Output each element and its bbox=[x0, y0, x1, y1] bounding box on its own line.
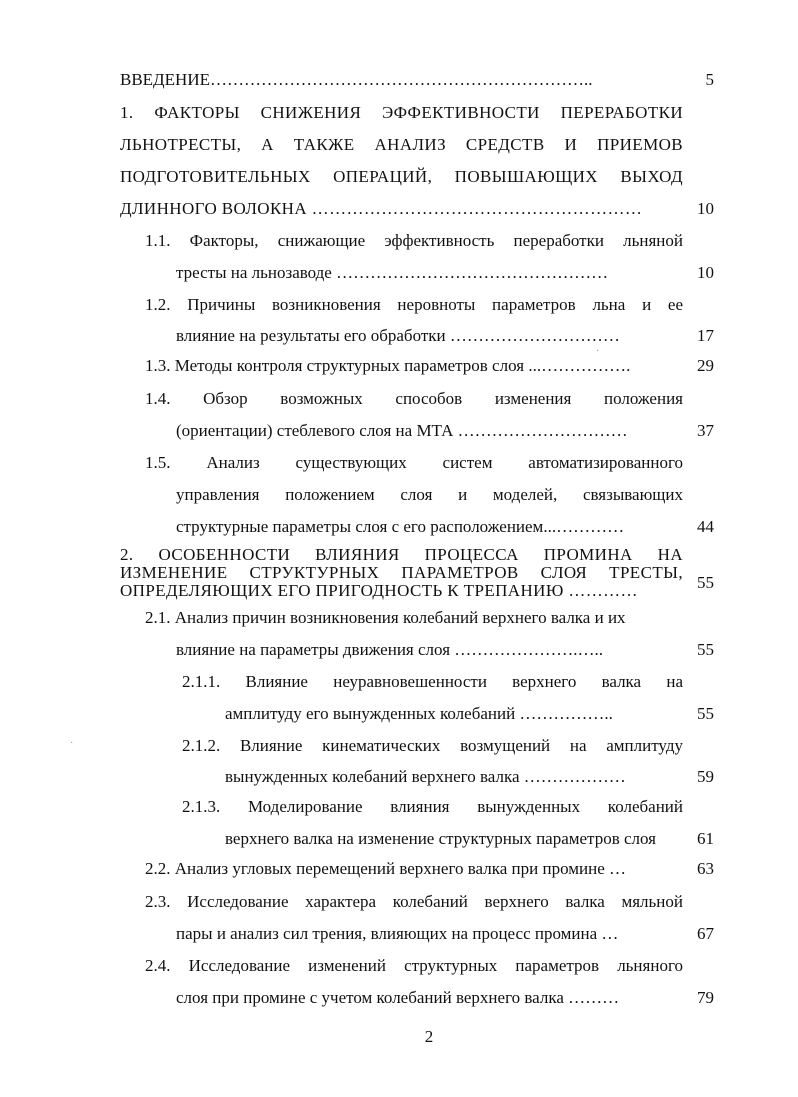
toc-s1-5-page: 44 bbox=[697, 517, 714, 536]
toc-s2-1-1-line2[interactable]: амплитуду его вынужденных колебаний …………….. bbox=[225, 704, 613, 723]
toc-intro[interactable]: ВВЕДЕНИЕ………………………………………………………….. bbox=[120, 70, 593, 89]
toc-s1-4-page: 37 bbox=[697, 421, 714, 440]
toc-s1-5-line1[interactable]: 1.5. Анализ существующих систем автоматизированного bbox=[145, 453, 683, 472]
toc-s2-1-2-line1[interactable]: 2.1.2. Влияние кинематических возмущений на амплитуду bbox=[182, 736, 683, 755]
toc-intro-page: 5 bbox=[705, 70, 714, 89]
toc-s1-2-line1[interactable]: 1.2. Причины возникновения неровноты параметров льна и ее bbox=[145, 295, 683, 314]
toc-ch1-line1[interactable]: 1. ФАКТОРЫ СНИЖЕНИЯ ЭФФЕКТИВНОСТИ ПЕРЕРАБОТКИ bbox=[120, 103, 683, 122]
toc-s2-1-line1[interactable]: 2.1. Анализ причин возникновения колебаний верхнего валка и их bbox=[145, 608, 626, 627]
toc-s2-2-page: 63 bbox=[697, 859, 714, 878]
toc-ch2-line1[interactable]: 2. ОСОБЕННОСТИ ВЛИЯНИЯ ПРОЦЕССА ПРОМИНА НА bbox=[120, 546, 683, 564]
toc-s2-3-line1[interactable]: 2.3. Исследование характера колебаний верхнего валка мяльной bbox=[145, 892, 683, 911]
toc-ch1-line4[interactable]: ДЛИННОГО ВОЛОКНА ………………………………………………… bbox=[120, 199, 643, 218]
toc-s2-3-page: 67 bbox=[697, 924, 714, 943]
page-number: 2 bbox=[424, 1027, 434, 1046]
toc-s1-2-line2[interactable]: влияние на результаты его обработки ………………………… bbox=[176, 326, 620, 345]
toc-s1-4-line2[interactable]: (ориентации) стеблевого слоя на МТА ………………………… bbox=[176, 421, 628, 440]
toc-s1-3-line1[interactable]: 1.3. Методы контроля структурных параметров слоя ...……………. bbox=[145, 356, 631, 375]
toc-s2-1-2-page: 59 bbox=[697, 767, 714, 786]
toc-s1-2-page: 17 bbox=[697, 326, 714, 345]
toc-s1-3-page: 29 bbox=[697, 356, 714, 375]
toc-ch2-line2[interactable]: ИЗМЕНЕНИЕ СТРУКТУРНЫХ ПАРАМЕТРОВ СЛОЯ ТРЕСТЫ, bbox=[120, 564, 683, 582]
toc-s2-1-1-page: 55 bbox=[697, 704, 714, 723]
toc-s2-3-line2[interactable]: пары и анализ сил трения, влияющих на процесс промина … bbox=[176, 924, 619, 943]
toc-s2-4-page: 79 bbox=[697, 988, 714, 1007]
scan-speck: · bbox=[70, 738, 74, 749]
toc-s2-4-line1[interactable]: 2.4. Исследование изменений структурных параметров льняного bbox=[145, 956, 683, 975]
scan-speck: · bbox=[596, 346, 600, 357]
toc-s1-1-line2[interactable]: тресты на льнозаводе ………………………………………… bbox=[176, 263, 609, 282]
toc-ch1-line2[interactable]: ЛЬНОТРЕСТЫ, А ТАКЖЕ АНАЛИЗ СРЕДСТВ И ПРИЕМОВ bbox=[120, 135, 683, 154]
toc-ch2-line3[interactable]: ОПРЕДЕЛЯЮЩИХ ЕГО ПРИГОДНОСТЬ К ТРЕПАНИЮ ………… bbox=[120, 581, 638, 600]
toc-s2-1-1-line1[interactable]: 2.1.1. Влияние неуравновешенности верхнего валка на bbox=[182, 672, 683, 691]
toc-s2-1-3-line2[interactable]: верхнего валка на изменение структурных параметров слоя bbox=[225, 829, 656, 848]
toc-s2-1-2-line2[interactable]: вынужденных колебаний верхнего валка ……………… bbox=[225, 767, 626, 786]
toc-s2-1-line2[interactable]: влияние на параметры движения слоя ………………….….. bbox=[176, 640, 604, 659]
toc-s2-4-line2[interactable]: слоя при промине с учетом колебаний верхнего валка ……… bbox=[176, 988, 620, 1007]
toc-s2-1-page: 55 bbox=[697, 640, 714, 659]
toc-s2-2-line1[interactable]: 2.2. Анализ угловых перемещений верхнего валка при промине … bbox=[145, 859, 626, 878]
toc-s1-1-page: 10 bbox=[697, 263, 714, 282]
toc-ch1-line3[interactable]: ПОДГОТОВИТЕЛЬНЫХ ОПЕРАЦИЙ, ПОВЫШАЮЩИХ ВЫХОД bbox=[120, 167, 683, 186]
toc-s1-5-line3[interactable]: структурные параметры слоя с его расположением...………… bbox=[176, 517, 625, 536]
toc-ch1-page: 10 bbox=[697, 199, 714, 218]
toc-s1-4-line1[interactable]: 1.4. Обзор возможных способов изменения положения bbox=[145, 389, 683, 408]
toc-s1-5-line2[interactable]: управления положением слоя и моделей, связывающих bbox=[176, 485, 683, 504]
toc-s2-1-3-line1[interactable]: 2.1.3. Моделирование влияния вынужденных колебаний bbox=[182, 797, 683, 816]
toc-s1-1-line1[interactable]: 1.1. Факторы, снижающие эффективность переработки льняной bbox=[145, 231, 683, 250]
toc-s2-1-3-page: 61 bbox=[697, 829, 714, 848]
toc-ch2-page: 55 bbox=[697, 573, 714, 592]
